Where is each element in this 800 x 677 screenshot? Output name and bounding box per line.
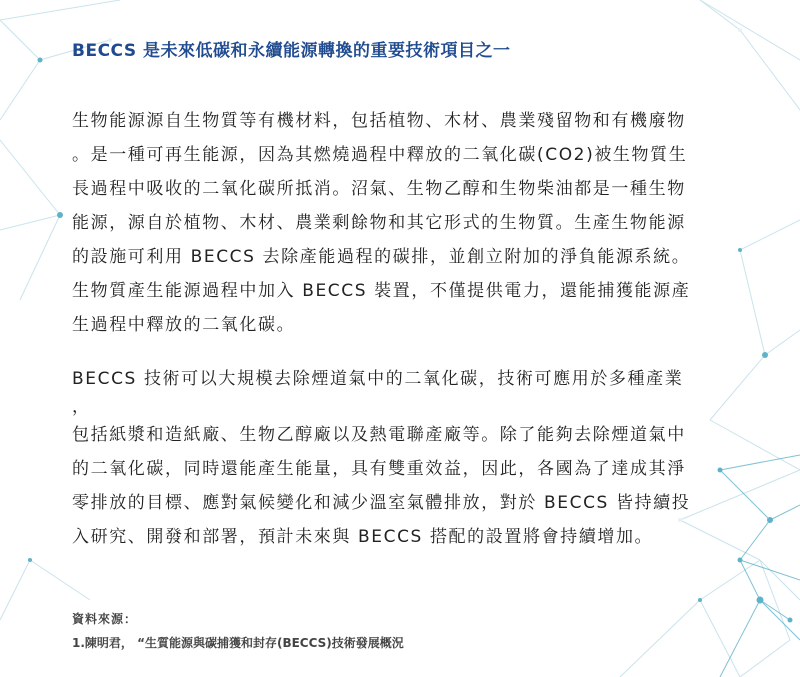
paragraph-line: 入研究、開發和部署，預計未來與 BECCS 搭配的設置將會持續增加。 xyxy=(72,527,654,547)
document-title: BECCS 是未來低碳和永續能源轉換的重要技術項目之一 xyxy=(72,41,511,61)
paragraph-line: 生物質產生能源過程中加入 BECCS 裝置，不僅提供電力，還能捕獲能源產 xyxy=(72,281,691,301)
paragraph-bioenergy xyxy=(72,104,732,342)
source-item: 1.陳明君， “生質能源與碳捕獲和封存(BECCS)技術發展概況 xyxy=(72,636,404,650)
paragraph-line: 長過程中吸收的二氧化碳所抵消。沼氣、生物乙醇和生物柴油都是一種生物 xyxy=(72,179,686,199)
paragraph-line: 包括紙漿和造紙廠、生物乙醇廠以及熱電聯產廠等。除了能夠去除煙道氣中 xyxy=(72,425,686,445)
paragraph-line: BECCS 技術可以大規模去除煙道氣中的二氧化碳，技術可應用於多種產業 xyxy=(72,369,684,389)
paragraph-line: 生過程中釋放的二氧化碳。 xyxy=(72,315,296,335)
paragraph-line: 零排放的目標、應對氣候變化和減少溫室氣體排放，對於 BECCS 皆持續投 xyxy=(72,493,691,513)
paragraph-line: 生物能源源自生物質等有機材料，包括植物、木材、農業殘留物和有機廢物 xyxy=(72,111,686,131)
paragraph-line: 的二氧化碳，同時還能產生能量，具有雙重效益，因此，各國為了達成其淨 xyxy=(72,459,686,479)
sources-label: 資料來源： xyxy=(72,612,138,626)
paragraph-line: 能源，源自於植物、木材、農業剩餘物和其它形式的生物質。生產生物能源 xyxy=(72,213,686,233)
paragraph-line: 。是一種可再生能源，因為其燃燒過程中釋放的二氧化碳(CO2)被生物質生 xyxy=(72,145,688,165)
paragraph-line: 的設施可利用 BECCS 去除產能過程的碳排，並創立附加的淨負能源系統。 xyxy=(72,247,691,267)
paragraph-line: ， xyxy=(72,397,91,417)
paragraph-beccs xyxy=(72,362,732,554)
